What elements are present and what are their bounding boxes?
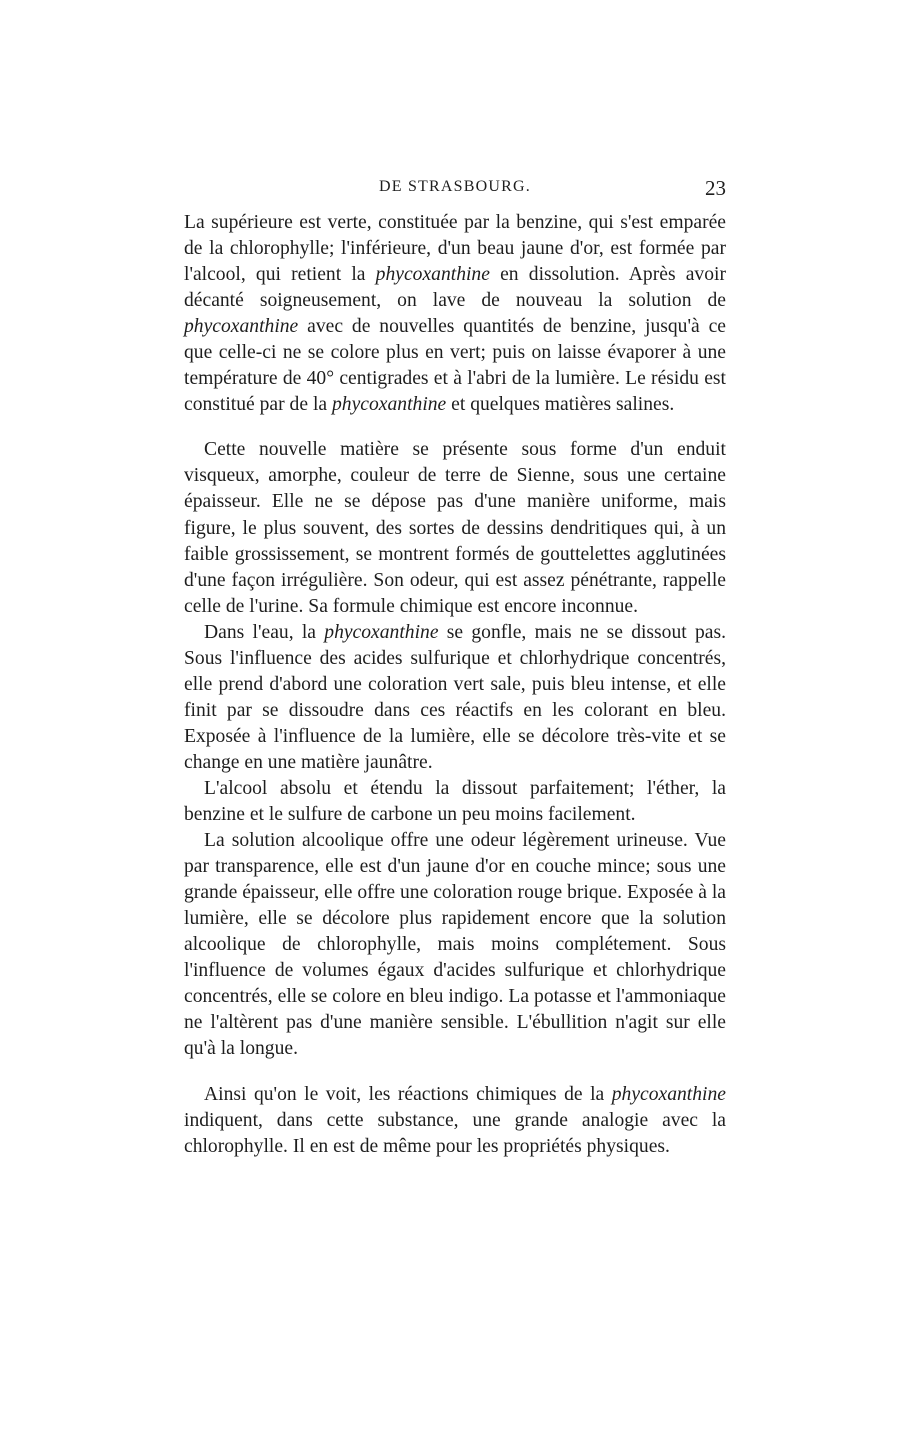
italic-term: phycoxanthine <box>332 394 447 416</box>
text-run: indiquent, dans cette substance, une grande analogie avec la chlorophylle. Il en est de même pour les propriétés physiques. <box>184 1109 726 1157</box>
text-run: Cette nouvelle matière se présente sous forme d'un enduit visqueux, amorphe, couleur de terre de Sienne, sous une certaine épaisseur. Elle ne se dépose pas d'une manière uniforme, mais figure, le plus souvent, des sortes de dessins dendritiques qui, à un faible grossissement, se montrent formés de gouttelettes agglutinées d'une façon irrégulière. Son odeur, qui est assez pénétrante, rappelle celle de l'urine. Sa formule chimique est encore inconnue. <box>184 439 726 617</box>
text-run: avec de nouvelles quantités de benzine, jusqu'à ce que celle-ci ne se colore plus en vert; puis on laisse évaporer à une température de 40° centigrades et à l'abri de la lumière. Le résidu est constitué par de la <box>184 316 726 416</box>
paragraph-6 <box>184 1082 726 1160</box>
text-run: en dissolution. Après avoir décanté soigneusement, on lave de nouveau la solution de <box>184 264 726 312</box>
italic-term: phycoxanthine <box>611 1083 726 1105</box>
text-run: L'alcool absolu et étendu la dissout parfaitement; l'éther, la benzine et le sulfure de carbone un peu moins facilement. <box>184 777 726 826</box>
italic-term: phycoxanthine <box>184 316 299 338</box>
paragraph-1 <box>184 210 726 418</box>
text-run: La supérieure est verte, constituée par la benzine, qui s'est emparée de la chlorophylle; l'inférieure, d'un beau jaune d'or, est formée par l'alcool, qui retient la <box>184 212 726 286</box>
italic-term: phycoxanthine <box>324 621 439 643</box>
page-number: 23 <box>705 176 726 200</box>
text-body <box>184 210 726 1160</box>
text-run: Dans l'eau, la <box>204 621 325 643</box>
paragraph-2 <box>184 437 726 619</box>
text-run: Ainsi qu'on le voit, les réactions chimiques de la <box>204 1083 612 1105</box>
text-run: La solution alcoolique offre une odeur légèrement urineuse. Vue par transparence, elle est d'un jaune d'or en couche mince; sous une grande épaisseur, elle offre une coloration rouge brique. Exposée à la lumière, elle se décolore plus rapidement encore que la solution alcoolique de chlorophylle, mais moins complétement. Sous l'influence de volumes égaux d'acides sulfurique et chlorhydrique concentrés, elle se colore en bleu indigo. La potasse et l'ammoniaque ne l'altèrent pas d'une manière sensible. L'ébullition n'agit sur elle qu'à la longue. <box>184 830 726 1060</box>
text-run: et quelques matières salines. <box>446 394 675 416</box>
text-run: se gonfle, mais ne se dissout pas. Sous l'influence des acides sulfurique et chlorhydrique concentrés, elle prend d'abord une coloration vert sale, puis bleu intense, et elle finit par se dissoudre dans ces réactifs en les colorant en bleu. Exposée à l'influence de la lumière, elle se décolore très-vite et se change en une matière jaunâtre. <box>184 621 727 773</box>
italic-term: phycoxanthine <box>375 264 490 286</box>
paragraph-5 <box>184 828 726 1062</box>
paragraph-3 <box>184 620 726 776</box>
running-title: DE STRASBOURG. <box>379 178 531 195</box>
running-head <box>184 176 726 202</box>
paragraph-4 <box>184 776 726 828</box>
